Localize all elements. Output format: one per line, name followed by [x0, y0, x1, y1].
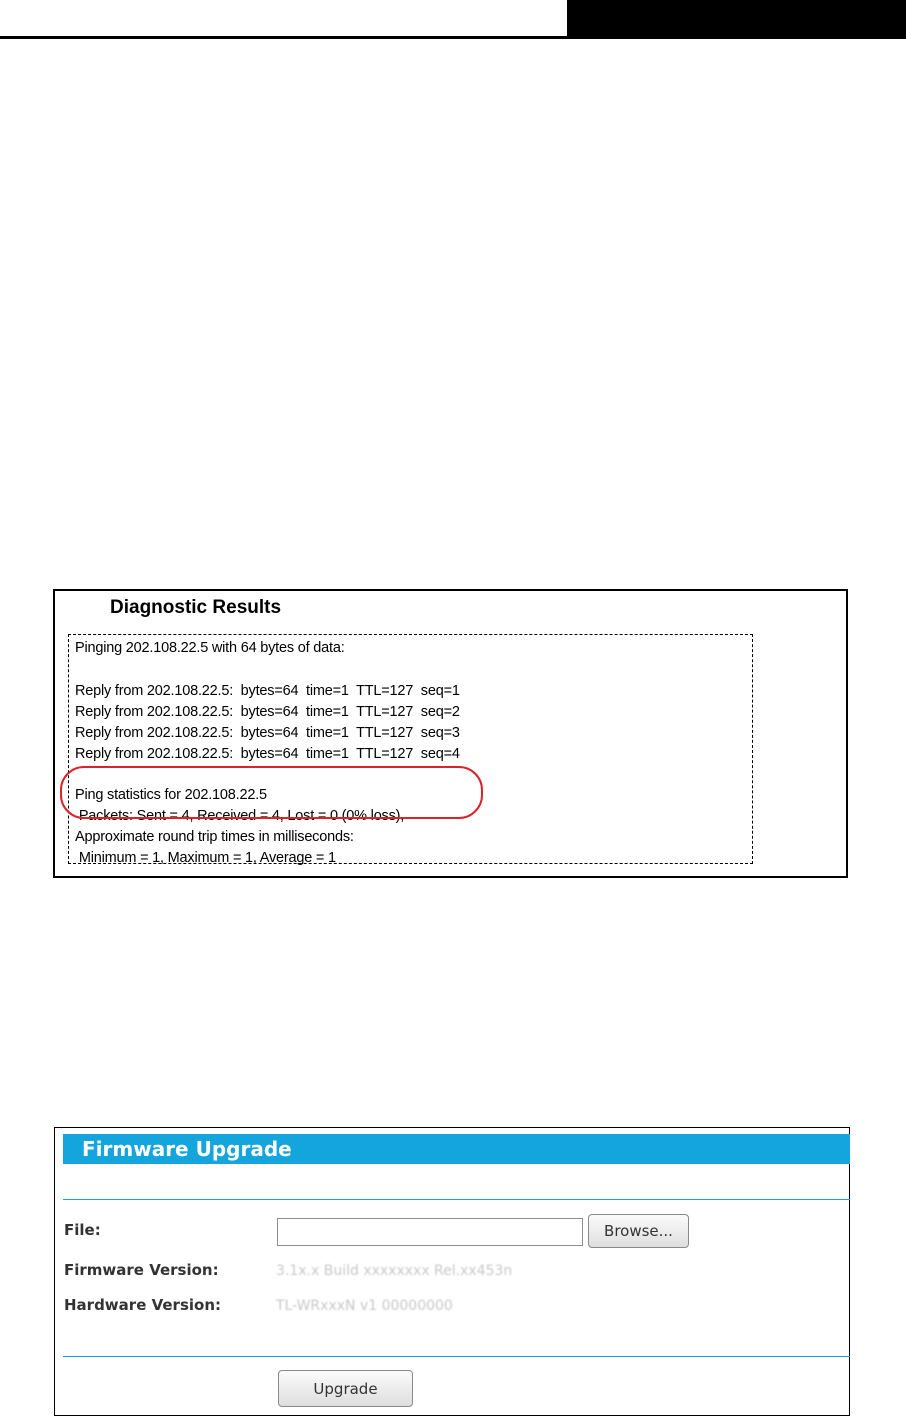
upgrade-button[interactable]: Upgrade	[278, 1370, 413, 1407]
ping-header-line: Pinging 202.108.22.5 with 64 bytes of data:	[75, 640, 345, 656]
divider	[63, 1199, 850, 1200]
firmware-version-label: Firmware Version:	[64, 1261, 219, 1279]
packets-summary-line: Packets: Sent = 4, Received = 4, Lost = 0 (0% loss),	[75, 808, 405, 824]
hardware-version-label: Hardware Version:	[64, 1296, 221, 1314]
firmware-version-value: 3.1x.x Build xxxxxxxx Rel.xx453n	[276, 1263, 513, 1279]
ping-reply-line: Reply from 202.108.22.5: bytes=64 time=1 TTL=127 seq=4	[75, 746, 460, 762]
firmware-upgrade-header	[63, 1134, 850, 1164]
ping-reply-line: Reply from 202.108.22.5: bytes=64 time=1 TTL=127 seq=1	[75, 683, 460, 699]
ping-reply-line: Reply from 202.108.22.5: bytes=64 time=1 TTL=127 seq=3	[75, 725, 460, 741]
file-path-input[interactable]	[277, 1218, 583, 1246]
diagnostic-output	[68, 634, 753, 864]
firmware-upgrade-panel	[54, 1127, 850, 1416]
ping-statistics-highlight	[60, 766, 483, 819]
round-trip-values-line: Minimum = 1, Maximum = 1, Average = 1	[75, 850, 336, 866]
browse-button[interactable]: Browse...	[588, 1214, 689, 1248]
round-trip-header-line: Approximate round trip times in milliseconds:	[75, 829, 354, 845]
diagnostic-results-title: Diagnostic Results	[110, 597, 282, 618]
ping-reply-line: Reply from 202.108.22.5: bytes=64 time=1 TTL=127 seq=2	[75, 704, 460, 720]
page-header-block	[567, 0, 906, 38]
divider	[63, 1356, 850, 1357]
file-label: File:	[64, 1221, 101, 1239]
firmware-upgrade-title: Firmware Upgrade	[82, 1137, 292, 1161]
ping-statistics-line: Ping statistics for 202.108.22.5	[75, 787, 267, 803]
hardware-version-value: TL-WRxxxN v1 00000000	[276, 1298, 453, 1314]
diagnostic-results-panel	[53, 589, 848, 878]
